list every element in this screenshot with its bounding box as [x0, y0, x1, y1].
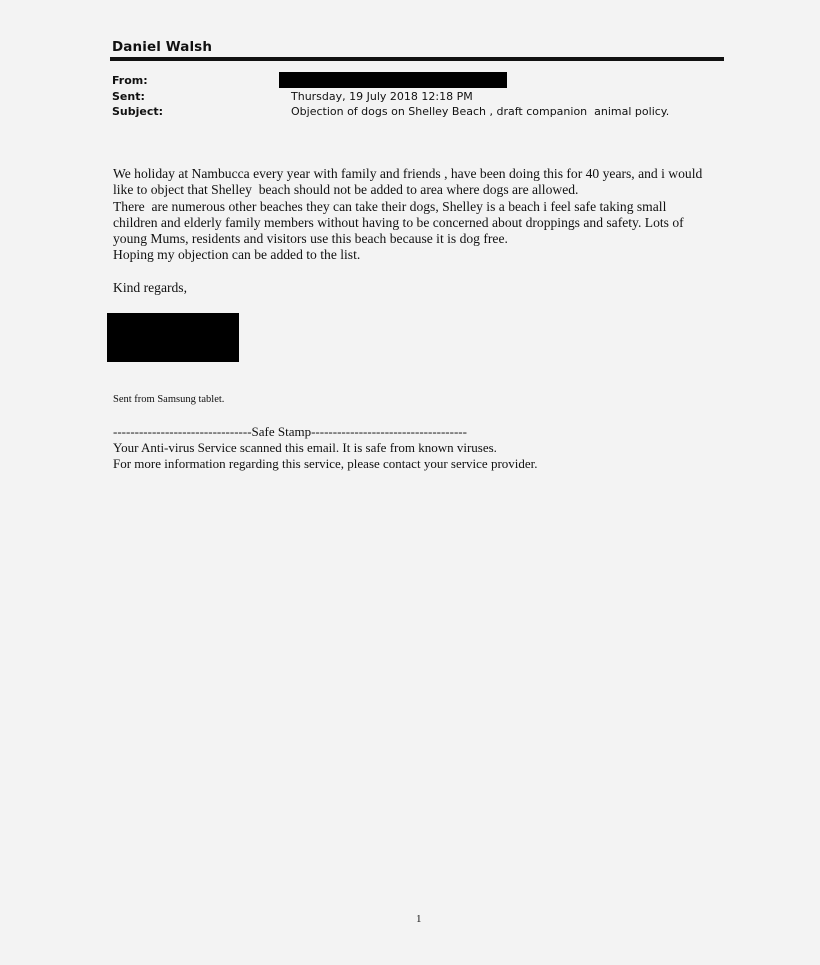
- safe-stamp: [113, 424, 538, 473]
- sent-value: Thursday, 19 July 2018 12:18 PM: [291, 90, 473, 103]
- header-divider: [110, 57, 724, 61]
- body-line: We holiday at Nambucca every year with family and friends , have been doing this for 40 years, and i would: [113, 166, 703, 181]
- sign-off: Kind regards,: [113, 280, 187, 295]
- subject-value: Objection of dogs on Shelley Beach , draft companion animal policy.: [291, 105, 670, 118]
- body-line: young Mums, residents and visitors use this beach because it is dog free.: [113, 231, 508, 247]
- redacted-sender-address: [279, 72, 507, 88]
- from-label: From:: [112, 74, 148, 87]
- body-line: Hoping my objection can be added to the list.: [113, 247, 361, 263]
- body-line: children and elderly family members without having to be concerned about droppings and safety. Lots of: [113, 214, 684, 230]
- safe-stamp-line: For more information regarding this service, please contact your service provider.: [113, 456, 538, 472]
- safe-stamp-title: --------------------------------Safe Stamp------------------------------------: [113, 424, 467, 439]
- sender-name: Daniel Walsh: [112, 39, 213, 55]
- email-body: [113, 166, 728, 264]
- sent-from-note: Sent from Samsung tablet.: [113, 394, 225, 405]
- redacted-signature: [107, 313, 239, 362]
- body-line: like to object that Shelley beach should not be added to area where dogs are allowed.: [113, 182, 579, 198]
- sent-label: Sent:: [112, 90, 145, 103]
- safe-stamp-line: Your Anti-virus Service scanned this email. It is safe from known viruses.: [113, 440, 497, 456]
- subject-label: Subject:: [112, 105, 164, 118]
- body-line: There are numerous other beaches they can take their dogs, Shelley is a beach i feel safe taking small: [113, 198, 667, 214]
- page-number: 1: [416, 913, 422, 925]
